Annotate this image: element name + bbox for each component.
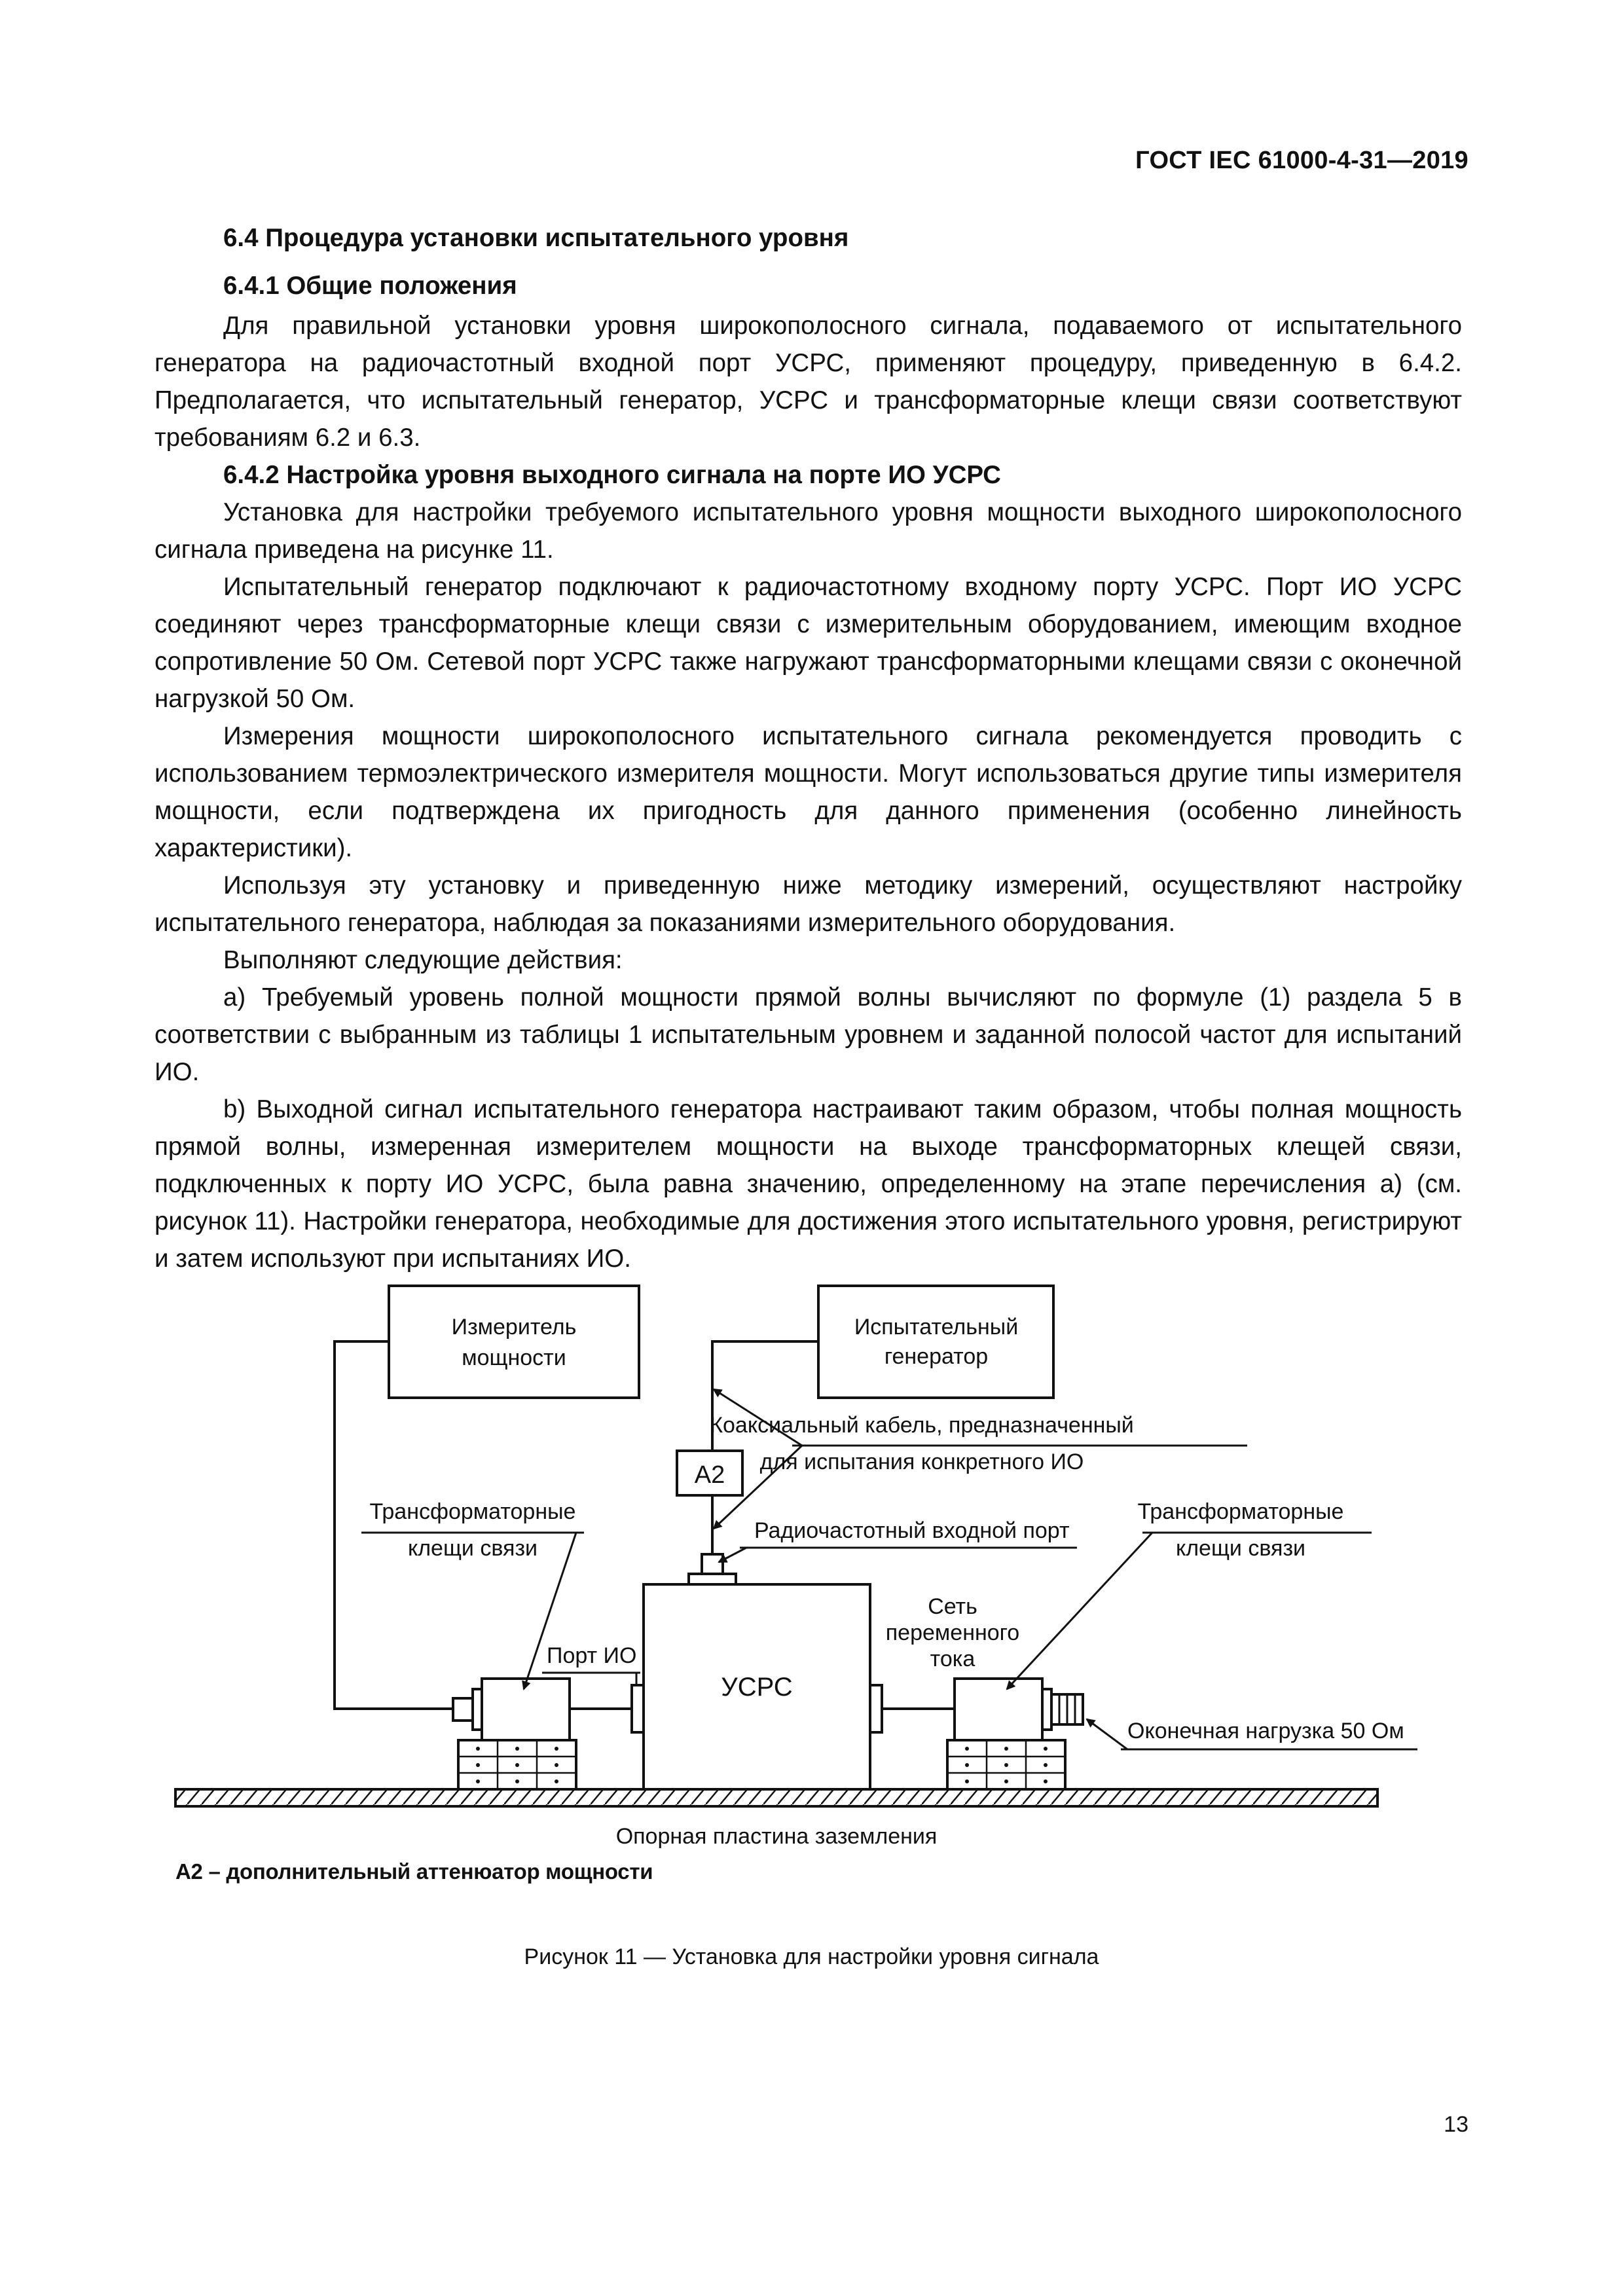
- right-clamp-leader: [1007, 1533, 1152, 1689]
- left-clamp-connector-outer: [473, 1689, 482, 1730]
- rf-port-label: Радиочастотный входной порт: [754, 1518, 1070, 1543]
- rf-input-port-connector: [702, 1554, 723, 1574]
- paragraph: Испытательный генератор подключают к радиочастотному входному порту УСРС. Порт ИО УСРС соединяют через трансформаторные клещи связи с измерительным оборудованием, имеющим входное сопротивление 50 Ом. Сетевой порт УСРС также нагружают трансформаторными клещами связи с оконечной нагрузкой 50 Ом.: [155, 573, 1462, 713]
- generator-label-2: генератор: [884, 1344, 989, 1369]
- generator-box: [818, 1286, 1053, 1398]
- ground-plane: [175, 1789, 1377, 1806]
- right-clamp-body: [955, 1679, 1042, 1740]
- attenuator-label: А2: [694, 1461, 725, 1489]
- subsection-heading-output-level: 6.4.2 Настройка уровня выходного сигнала на порте ИО УСРС: [223, 461, 1001, 489]
- cdn-label: УСРС: [721, 1673, 793, 1702]
- mains-port-connector: [870, 1685, 882, 1732]
- page-number: 13: [1444, 2112, 1468, 2137]
- section-heading: 6.4 Процедура установки испытательного уровня: [223, 224, 849, 252]
- left-clamp-connector: [453, 1698, 473, 1721]
- subsection-heading-general: 6.4.1 Общие положения: [223, 272, 517, 300]
- power-meter-label-1: Измеритель: [451, 1315, 577, 1339]
- paragraph-general: Для правильной установки уровня широкополосного сигнала, подаваемого от испытательного генератора на радиочастотный входной порт УСРС, применяют процедуру, приведенную в 6.4.2. Предполагается, что испытательный генератор, УСРС и трансформаторные клещи связи соответствуют требованиям 6.2 и 6.3.: [155, 312, 1462, 452]
- paragraph: Выполняют следующие действия:: [223, 946, 623, 974]
- power-meter-label-2: мощности: [462, 1345, 566, 1370]
- mains-label-2: переменного: [885, 1620, 1020, 1645]
- figure-legend: А2 – дополнительный аттенюатор мощности: [175, 1859, 653, 1884]
- termination-label: Оконечная нагрузка 50 Ом: [1127, 1719, 1404, 1743]
- coax-label-1: Коаксиальный кабель, предназначенный: [710, 1413, 1134, 1438]
- paragraph: Используя эту установку и приведенную ниже методику измерений, осуществляют настройку испытательного генератора, наблюдая за показаниями измерительного оборудования.: [155, 871, 1462, 937]
- mains-label-1: Сеть: [928, 1594, 977, 1619]
- right-clamp-label-1: Трансформаторные: [1137, 1499, 1344, 1524]
- right-clamp-connector: [1042, 1689, 1051, 1730]
- eut-port-connector: [632, 1685, 644, 1732]
- rf-input-port-flange: [689, 1574, 736, 1584]
- mains-label-3: тока: [930, 1647, 976, 1671]
- left-clamp-label-2: клещи связи: [407, 1536, 538, 1561]
- coax-label-2: для испытания конкретного ИО: [759, 1449, 1084, 1474]
- left-clamp-body: [482, 1679, 570, 1740]
- figure-caption: Рисунок 11 — Установка для настройки уровня сигнала: [524, 1944, 1099, 1969]
- termination-leader: [1087, 1719, 1127, 1749]
- eut-port-label: Порт ИО: [547, 1643, 637, 1668]
- power-meter-box: [389, 1286, 639, 1398]
- generator-label-1: Испытательный: [854, 1315, 1019, 1339]
- list-item-b: b) Выходной сигнал испытательного генератора настраивают таким образом, чтобы полная мощность прямой волны, измеренная измерителем мощности на выходе трансформаторных клещей связи, подключенных к порту ИО УСРС, была равна значению, определенному на этапе перечисления a) (см. рисунок 11). Настройки генератора, необходимые для достижения этого испытательного уровня, регистрируют и затем используют при испытаниях ИО.: [155, 1095, 1462, 1273]
- paragraph: Измерения мощности широкополосного испытательного сигнала рекомендуется проводить с использованием термоэлектрического измерителя мощности. Могут использоваться другие типы измерителя мощности, если подтверждена их пригодность для данного применения (особенно линейность характеристики).: [155, 722, 1462, 862]
- list-item-a: a) Требуемый уровень полной мощности прямой волны вычисляют по формуле (1) раздела 5 в соответствии с выбранным из таблицы 1 испытательным уровнем и заданной полосой частот для испытаний ИО.: [155, 983, 1462, 1086]
- ground-plane-label: Опорная пластина заземления: [615, 1824, 938, 1849]
- right-clamp-label-2: клещи связи: [1175, 1536, 1306, 1561]
- paragraph: Установка для настройки требуемого испытательного уровня мощности выходного широкополосного сигнала приведена на рисунке 11.: [155, 498, 1462, 564]
- left-clamp-label-1: Трансформаторные: [369, 1499, 576, 1524]
- document-id: ГОСТ IEC 61000-4-31—2019: [1135, 147, 1468, 174]
